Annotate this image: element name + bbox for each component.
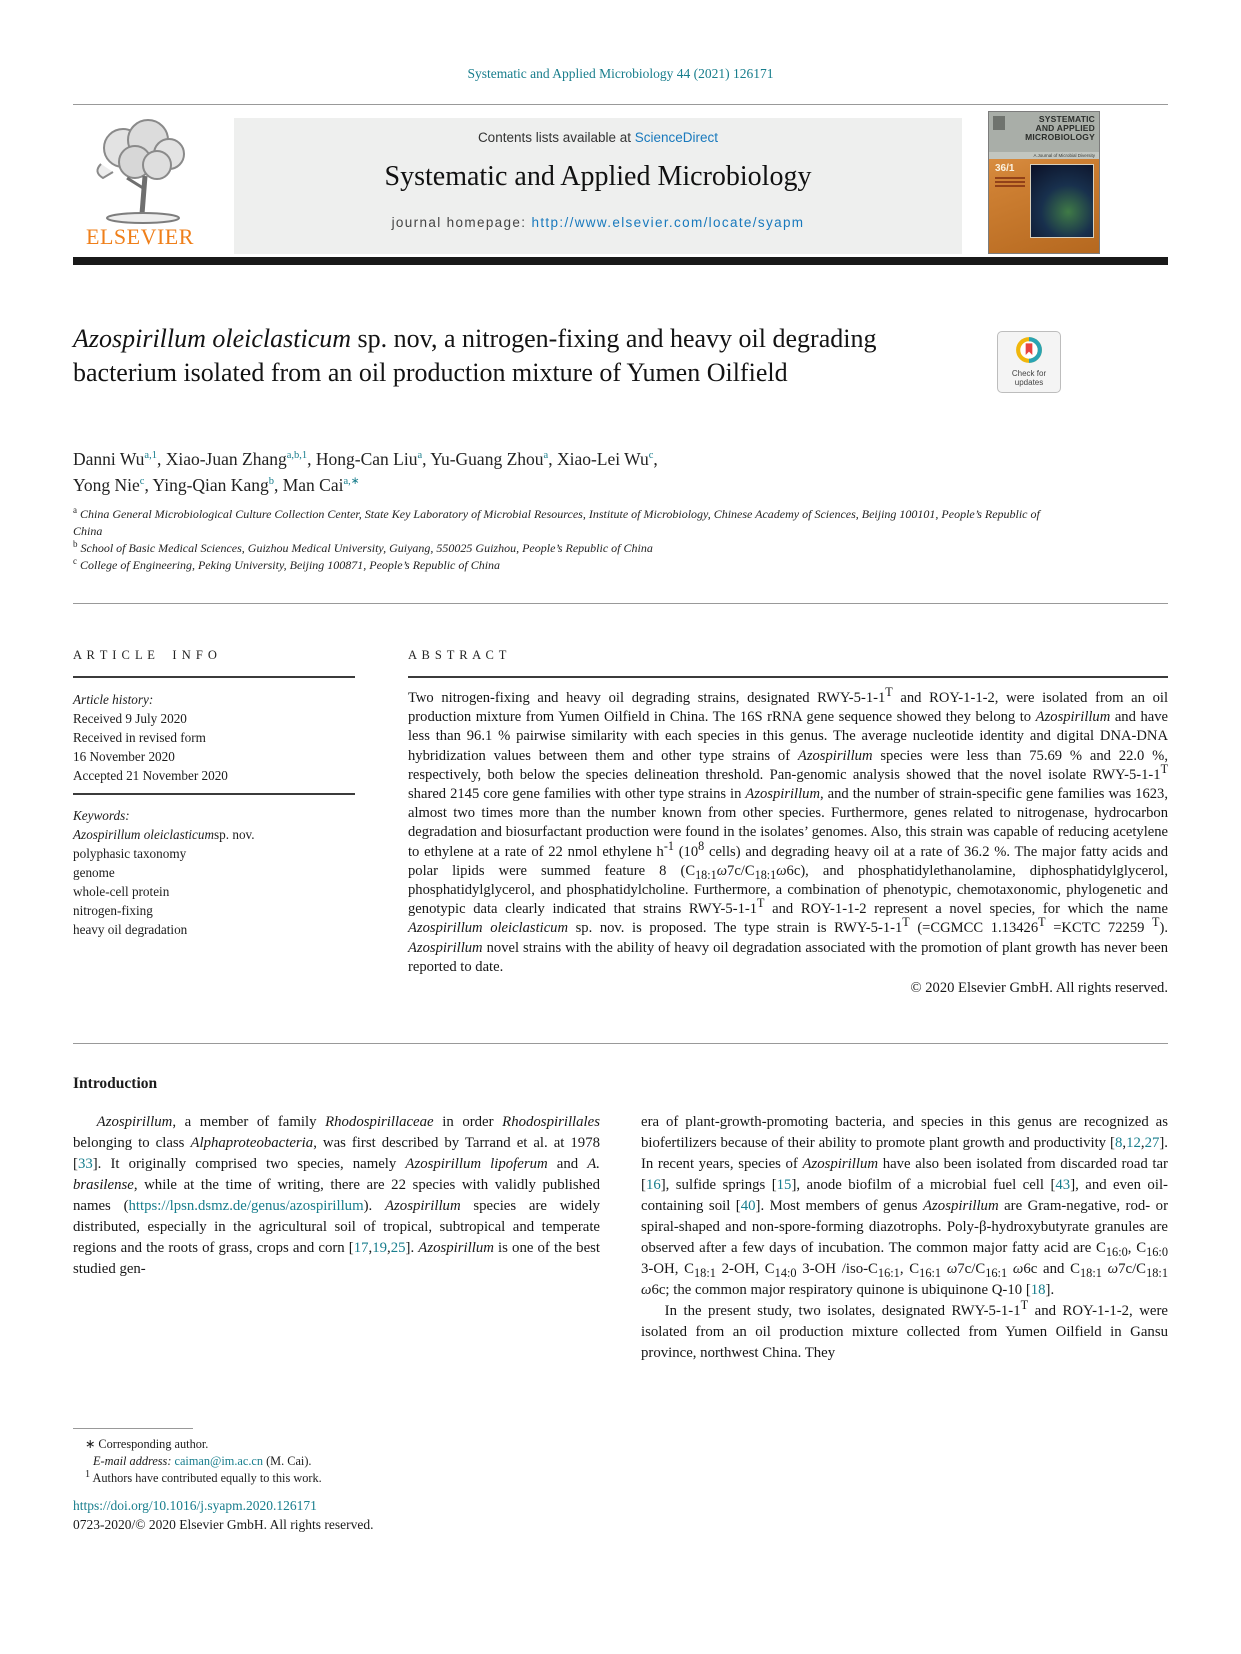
footnotes [73,1436,593,1487]
keyword: heavy oil degradation [73,922,188,937]
journal-header-box [234,118,962,254]
affiliations [73,506,1053,574]
section-divider-rule [73,1043,1168,1044]
abstract-text: Two nitrogen-fixing and heavy oil degrading strains, designated RWY-$5-1-1^T$ and ROY-1-1-2, were isolated from an oil production mixture from Yumen Oilfield in China. The 16S rRNA gene sequence showed they belong to Azospirillum and have less than 96.1 % pairwise similarity with each species in this genus. The average nucleotide identity and digital DNA-DNA hybridization values between them and other type strains of Azospirillum species were less than 75.69 % and 22.0 %, respectively, both below the species delineation threshold. Pan-genomic analysis showed that the novel isolate RWY-$5-1-1^T$ shared 2145 core gene families with other type strains in Azospirillum, and the number of strain-specific gene families was 1623, almost two times more than the number known from other species. Furthermore, genes related to nitrogenase, hydrocarbon degradation and biosurfactant production were found in the isolates’ genomes. Also, this strain was capable of reducing acetylene to ethylene at a rate of 22 nmol ethylene $h^{-1}$ ($10^8$ cells) and degrading heavy oil at a rate of 36.2 %. The major fatty acids and polar lipids were summed feature 8 $(C_{18:1}\omega 7c/C_{18:1}\omega 6c)$, and phosphatidylethanolamine, diphosphatidylglycerol, phosphatidylglycerol, and phosphatidylcholine. Furthermore, a combination of phenotypic, chemotaxonomic, phylogenetic and genotypic data clearly indicated that strains RWY-$5-1-1^T$ and ROY-1-1-2 represent a novel species, for which the name Azospirillum oleiclasticum sp. nov. is proposed. The type strain is RWY-$5-1-1^T$ (=CGMCC $1.13426^T$ =KCTC 72259 $^T$). Azospirillum novel strains with the ability of heavy oil degradation associated with the promotion of plant growth has never been reported to date. [408,685,1169,975]
intro-paragraph-2: In the present study, two isolates, designated RWY-$5-1-1^T$ and ROY-1-1-2, were isolated from an oil production mixture collected from Yumen Oilfield in Gansu province, northwest China. They [641,1298,1168,1361]
crossmark-icon [1014,352,1044,369]
email-line [73,1453,593,1470]
elsevier-wordmark: ELSEVIER [86,224,194,249]
header-top-rule [73,104,1168,105]
history-line: 16 November 2020 [73,749,175,764]
affiliation-a: $^a$ China General Microbiological Culture Collection Center, State Key Laboratory of Microbial Resources, Institute of Microbiology, Chinese Academy of Sciences, Beijing 100101, People’s Republic of China [73,505,1040,538]
issn-copyright-line: 0723-2020/© 2020 Elsevier GmbH. All rights reserved. [73,1517,374,1532]
abstract-heading: A B S T R A C T [408,648,508,662]
check-for-updates-badge[interactable] [997,331,1061,393]
equal-contribution-note: $^1$ Authors have contributed equally to this work. [85,1468,322,1485]
intro-column-left [73,1112,600,1280]
history-label: Article history: [73,692,154,707]
cover-title: SYSTEMATIC AND APPLIED MICROBIOLOGY [1025,114,1095,142]
homepage-link[interactable]: http://www.elsevier.com/locate/syapm [531,215,805,230]
elsevier-tree-icon [70,118,210,226]
corresponding-author-note: ∗ Corresponding author. [85,1437,209,1451]
sciencedirect-link[interactable]: ScienceDirect [634,130,719,145]
keyword: Azospirillum oleiclasticumsp. nov. [73,827,255,842]
journal-reference: Systematic and Applied Microbiology 44 (2021) 126171 [467,66,774,81]
history-line: Received in revised form [73,730,206,745]
check-badge-label: Check for updates [1011,369,1047,387]
keywords-block [73,806,373,939]
history-line: Accepted 21 November 2020 [73,768,228,783]
abstract-rule [408,676,1168,678]
keyword: nitrogen-fixing [73,903,153,918]
cover-issue-number: 36/1 [995,163,1015,174]
article-info-rule [73,676,355,678]
header-black-bar [73,257,1168,265]
introduction-heading: Introduction [73,1075,158,1092]
affiliation-c: $^c$ College of Engineering, Peking University, Beijing 100871, People’s Republic of China [73,556,501,572]
affiliation-b: $^b$ School of Basic Medical Sciences, Guizhou Medical University, Guiyang, 550025 Guizhou, People’s Republic of China [73,539,653,555]
elsevier-logo[interactable] [70,118,210,254]
homepage-prefix: journal homepage: [391,215,532,230]
keywords-label: Keywords: [73,808,130,823]
journal-cover-thumbnail[interactable] [988,111,1100,254]
keyword: whole-cell protein [73,884,170,899]
contents-prefix: Contents lists available at [477,130,635,145]
affiliation-rule [73,603,1168,604]
author-list: Danni Wu$^{a,1}$, Xiao-Juan Zhang$^{a,b,1}$, Hong-Can Liu$^a$, Yu-Guang Zhou$^a$, Xiao-Lei Wu$^c$, Yong Nie$^c$, Ying-Qian Kang$^b$, Man Cai$^{a,∗}$ [73,449,658,495]
cover-micrograph-image [1030,164,1094,238]
intro-paragraph-1-continued: era of plant-growth-promoting bacteria, and species in this genus are recognized as biofertilizers because of their ability to promote plant growth and productivity [8,12,27]. In recent years, species of Azospirillum have also been isolated from discarded road tar [16], sulfide springs [15], anode biofilm of a microbial fuel cell [43], and even oil-containing soil [40]. Most members of genus Azospirillum are Gram-negative, rod- or spiral-shaped and non-spore-forming diazotrophs. Poly-β-hydroxybutyrate granules are observed after a few days of incubation. The common major fatty acid are $C_{16:0}$, $C_{16:0}$ 3-OH, $C_{18:1}$ 2-OH, $C_{14:0}$ 3-OH $/iso-C_{16:1}$, $C_{16:1}$ $\omega 7c/C_{16:1}$ ω6c and $C_{18:1}$ $\omega 7c/C_{18:1}$ ω6c; the common major respiratory quinone is ubiquinone Q-10 [18]. [641,1114,1168,1298]
cover-title-band [989,112,1099,152]
footnote-rule [73,1428,193,1429]
intro-paragraph-1: Azospirillum, a member of family Rhodospirillaceae in order Rhodospirillales belonging to class Alphaproteobacteria, was first described by Tarrand et al. at 1978 [33]. It originally comprised two species, namely Azospirillum lipoferum and A. brasilense, while at the time of writing, there are 22 species with validly published names (https://lpsn.dsmz.de/genus/azospirillum). Azospirillum species are widely distributed, especially in the agricultural soil of tropical, subtropical and temperate regions and the roots of grass, crops and corn [17,19,25]. Azospirillum is one of the best studied gen- [73,1114,601,1277]
keyword: genome [73,865,115,880]
article-title: Azospirillum oleiclasticum sp. nov, a nitrogen-fixing and heavy oil degrading bacterium isolated from an oil production mixture of Yumen Oilfield [73,324,877,387]
homepage-line [234,215,962,230]
keywords-rule [73,793,355,795]
contents-line [234,130,962,145]
cover-subtitle: A Journal of Microbial Diversity [989,152,1099,159]
article-info-heading: A R T I C L E I N F O [73,648,218,662]
email-label: E-mail address: [93,1454,175,1468]
email-link[interactable]: caiman@im.ac.cn [174,1454,263,1468]
history-line: Received 9 July 2020 [73,711,187,726]
journal-title: Systematic and Applied Microbiology [384,161,812,192]
keyword: polyphasic taxonomy [73,846,187,861]
abstract-copyright: © 2020 Elsevier GmbH. All rights reserved. [910,980,1168,997]
doi-line [73,1498,317,1514]
cover-publisher-icon [993,116,1005,130]
email-suffix: (M. Cai). [263,1454,312,1468]
article-history [73,690,373,785]
intro-column-right [641,1112,1168,1364]
doi-link[interactable]: https://doi.org/10.1016/j.syapm.2020.126171 [73,1498,317,1513]
abstract-body [408,685,1169,998]
